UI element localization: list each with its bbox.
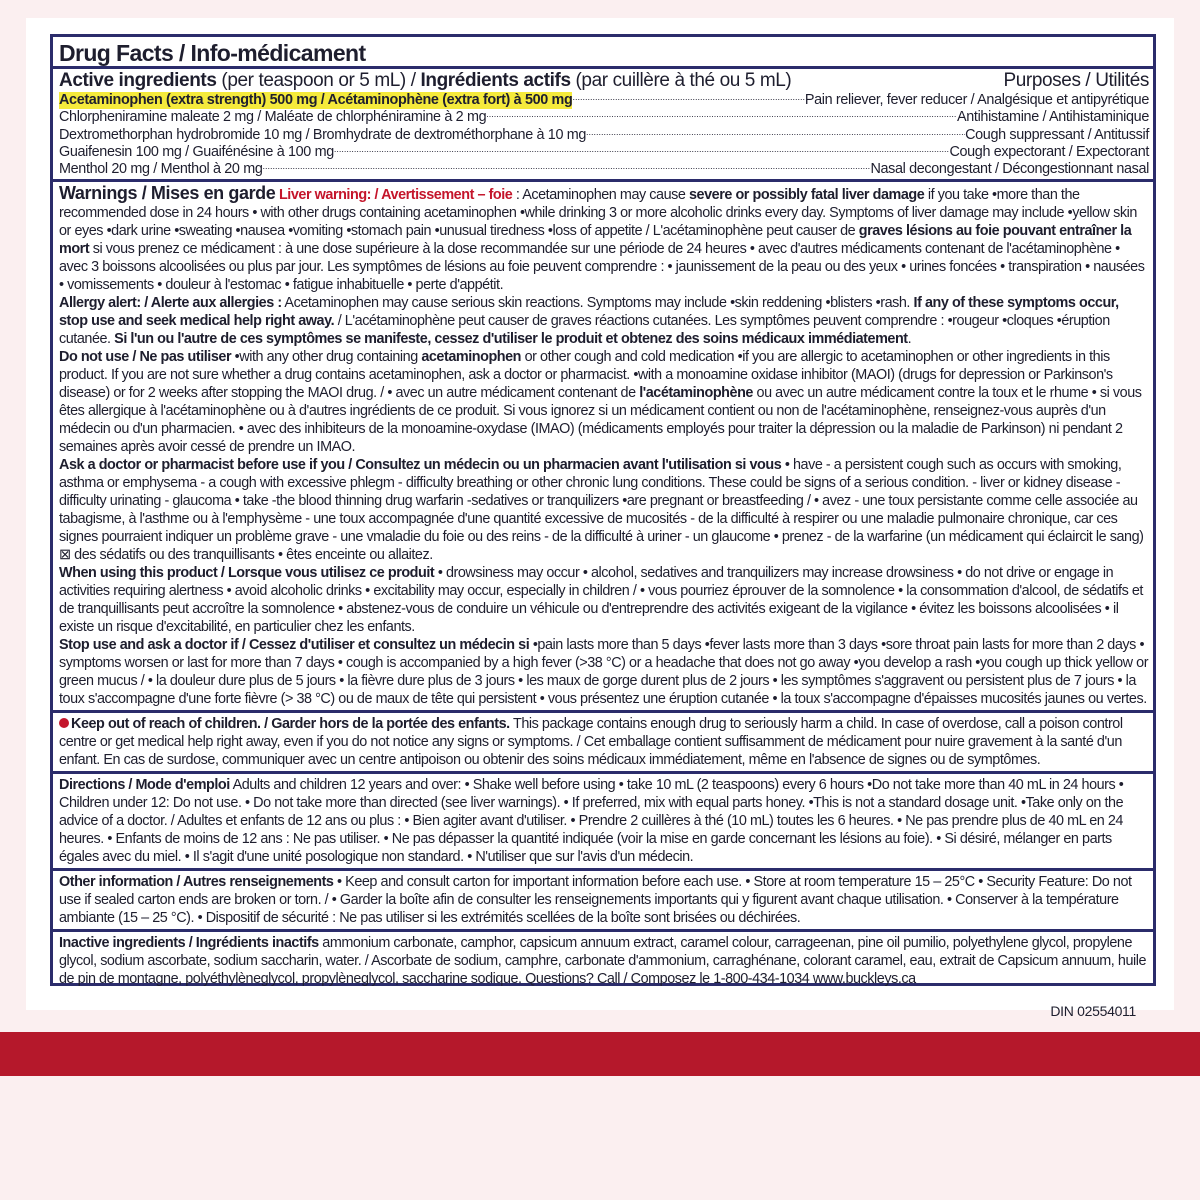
ingredient-purpose: Cough expectorant / Expectorant bbox=[949, 143, 1149, 160]
do-not-use-label: Do not use / Ne pas utiliser bbox=[59, 349, 232, 366]
ingredient-name: Dextromethorphan hydrobromide 10 mg / Bromhydrate de dextrométhorphane à 10 mg bbox=[59, 126, 587, 143]
ingredient-row bbox=[59, 92, 1149, 109]
ingredient-purpose: Antihistamine / Antihistaminique bbox=[957, 109, 1149, 126]
ingredient-name: Acetaminophen (extra strength) 500 mg / Acétaminophène (extra fort) à 500 mg bbox=[59, 92, 573, 108]
allergy-alert: Allergy alert: / Alerte aux allergies : Acetaminophen may cause serious skin reactions. Symptoms may include •skin reddening •blisters •rash. If any of these symptoms occur, stop use and seek medical help right away. / L'acétaminophène peut causer de graves réactions cutanées. Les symptômes peuvent comprendre : •rougeur •cloques •éruption cutanée. Si l'un ou l'autre de ces symptômes se manifeste, cessez d'utiliser le produit et obtenez des soins médicaux immédiatement. bbox=[59, 295, 1119, 348]
liver-warning-label: Liver warning: / Avertissement – foie bbox=[278, 187, 513, 204]
ingredient-row bbox=[59, 161, 1149, 178]
active-ingredients-unit-fr: (par cuillère à thé ou 5 mL) bbox=[570, 70, 792, 91]
ask-a-doctor: Ask a doctor or pharmacist before use if you / Consultez un médecin ou un pharmacien avant l'utilisation si vous • have - a persistent cough such as occurs with smoking, asthma or emphysema - a cough with excessive phlegm - difficulty breathing or other chronic lung conditions. These could be signs of a serious condition. - liver or kidney disease - difficulty urinating - glaucoma • take -the blood thinning drug warfarin -sedatives or tranquilizers •are pregnant or breastfeeding / • avez - une toux persistante comme celle associée au tabagisme, à l'asthme ou à l'emphysème - une toux accompagnée d'une quantité excessive de mucosités - de la difficulté à respirer ou une maladie pulmonaire chronique, car ces signes pourraient indiquer un problème grave - une vmaladie du foie ou des reins - de la difficulté à uriner - un glaucome • prenez - de la warfarine (un médicament qui éclaircit le sang) ⊠ des sédatifs ou des tranquillisants • êtes enceinte ou allaitez. bbox=[59, 457, 1144, 564]
drug-facts-panel bbox=[50, 34, 1156, 986]
drug-facts-title: Drug Facts / Info-médicament bbox=[53, 37, 1153, 69]
other-information-section: Other information / Autres renseignements • Keep and consult carton for important information before each use. • Store at room temperature 15 – 25°C • Security Feature: Do not use if sealed carton ends are broken or torn. / • Garder la boîte afin de consulter les renseignements importants qui y figurent avant chaque utilisation. • Conserver à la température ambiante (15 – 25 °C). • Dispositif de sécurité : Ne pas utiliser si les extrémités scellées de la boîte sont brisées ou déchirées. bbox=[53, 871, 1153, 932]
allergy-alert-label: Allergy alert: / Alerte aux allergies : bbox=[59, 295, 282, 312]
directions-label: Directions / Mode d'emploi bbox=[59, 777, 230, 794]
keep-out-label: Keep out of reach of children. / Garder hors de la portée des enfants. bbox=[71, 716, 510, 733]
liver-warning: Warnings / Mises en garde Liver warning: / Avertissement – foie : Acetaminophen may cause severe or possibly fatal liver damage if you take •more than the recommended dose in 24 hours • with other drugs containing acetaminophen •while drinking 3 or more alcoholic drinks every day. Symptoms of liver damage may include •yellow skin or eyes •dark urine •sweating •nausea •vomiting •stomach pain •unusual tiredness •loss of appetite / L'acétaminophène peut causer de graves lésions au foie pouvant entraîner la mort si vous prenez ce médicament : à une dose supérieure à la dose recommandée sur une période de 24 heures • avec d'autres médicaments contenant de l'acétaminophène • avec 3 boissons alcoolisées ou plus par jour. Les symptômes de lésions au foie peuvent comprendre : • jaunissement de la peau ou des yeux • urines foncées • transpiration • nausées • vomissements • douleur à l'estomac • fatigue inhabituelle • perte d'appétit. bbox=[59, 183, 1145, 294]
ingredient-row bbox=[59, 127, 1149, 144]
when-using-label: When using this product / Lorsque vous utilisez ce produit bbox=[59, 565, 435, 582]
din-number: DIN 02554011 bbox=[1050, 1003, 1136, 1019]
warning-dot-icon bbox=[59, 718, 69, 728]
ingredient-purpose: Cough suppressant / Antitussif bbox=[965, 126, 1149, 143]
ingredient-purpose: Nasal decongestant / Décongestionnant nasal bbox=[870, 161, 1149, 178]
ingredient-row bbox=[59, 144, 1149, 161]
do-not-use: Do not use / Ne pas utiliser •with any other drug containing acetaminophen or other cough and cold medication •if you are allergic to acetaminophen or other ingredients in this product. If you are not sure whether a drug contains acetaminophen, ask a doctor or pharmacist. •with a monoamine oxidase inhibitor (MAOI) (drugs for depression or Parkinson's disease) or for 2 weeks after stopping the MAOI drug. / • avec un autre médicament contenant de l'acétaminophène ou avec un autre médicament contre la toux et le rhume • si vous êtes allergique à l'acétaminophène ou à d'autres ingrédients de ce produit. Si vous ignorez si un médicament contient ou non de l'acétaminophène, renseignez-vous auprès d'un médecin ou d'un pharmacien. • avec des inhibiteurs de la monoamine-oxydase (IMAO) (médicaments employés pour traiter la dépression ou la maladie de Parkinson) ni pendant 2 semaines après avoir cessé de prendre un IMAO. bbox=[59, 349, 1142, 456]
active-ingredients-unit-en: (per teaspoon or 5 mL) / bbox=[216, 70, 421, 91]
stop-use-label: Stop use and ask a doctor if / Cessez d'utiliser et consultez un médecin si bbox=[59, 637, 530, 654]
warnings-section bbox=[53, 182, 1153, 713]
red-stripe bbox=[0, 1032, 1200, 1076]
active-ingredients-section bbox=[53, 69, 1153, 182]
purposes-heading: Purposes / Utilités bbox=[1003, 70, 1149, 91]
ingredient-purpose: Pain reliever, fever reducer / Analgésique et antipyrétique bbox=[804, 92, 1149, 108]
directions-section: Directions / Mode d'emploi Adults and children 12 years and over: • Shake well before using • take 10 mL (2 teaspoons) every 6 hours •Do not take more than 40 mL in 24 hours • Children under 12: Do not use. • Do not take more than directed (see liver warnings). • If preferred, mix with equal parts honey. •This is not a standard dosage unit. •Take only on the advice of a doctor. / Adultes et enfants de 12 ans ou plus : • Bien agiter avant d'utiliser. • Prendre 2 cuillères à thé (10 mL) toutes les 6 heures. • Ne pas prendre plus de 40 mL en 24 heures. • Enfants de moins de 12 ans : Ne pas utiliser. • Ne pas dépasser la quantité indiquée (voir la mise en garde concernant les lésions au foie). • Si désiré, mélanger en parts égales avec du miel. • Il s'agit d'une unité posologique non standard. • N'utiliser que sur l'avis d'un médecin. bbox=[53, 774, 1153, 871]
ask-a-doctor-label: Ask a doctor or pharmacist before use if you / Consultez un médecin ou un pharmacien avant l'utilisation si vous bbox=[59, 457, 782, 474]
when-using: When using this product / Lorsque vous utilisez ce produit • drowsiness may occur • alcohol, sedatives and tranquilizers may increase drowsiness • do not drive or engage in activities requiring alertness • avoid alcoholic drinks • excitability may occur, especially in children / • vous pourriez éprouver de la somnolence • la consommation d'alcool, de sédatifs et de tranquillisants peut accroître la somnolence • abstenez-vous de conduire un véhicule ou d'entreprendre des activités exigeant de la vigilance • évitez les boissons alcoolisées • il existe un risque d'excitabilité, en particulier chez les enfants. bbox=[59, 565, 1143, 636]
active-ingredients-header bbox=[59, 70, 1149, 92]
active-ingredients-heading-fr: Ingrédients actifs bbox=[420, 70, 571, 91]
ingredient-name: Guaifenesin 100 mg / Guaifénésine à 100 mg bbox=[59, 143, 334, 160]
inactive-ingredients-section: Inactive ingredients / Ingrédients inactifs ammonium carbonate, camphor, capsicum annuum extract, caramel colour, carrageenan, pine oil pumilio, polyethylene glycol, propylene glycol, sodium ascorbate, sodium saccharin, water. / Ascorbate de sodium, camphre, carbonate d'ammonium, carraghénane, colorant caramel, eau, extrait de Capsicum annuum, huile de pin de montagne, polyéthylèneglycol, propylèneglycol, saccharine sodique. Questions? Call / Composez le 1-800-434-1034 www.buckleys.ca bbox=[59, 935, 1147, 988]
ingredient-row bbox=[59, 109, 1149, 126]
stop-use: Stop use and ask a doctor if / Cessez d'utiliser et consultez un médecin si •pain lasts more than 5 days •fever lasts more than 3 days •sore throat pain lasts for more than 2 days • symptoms worsen or last for more than 7 days • cough is accompanied by a high fever (>38 °C) or a headache that does not go away •you develop a rash •you cough up thick yellow or green mucus / • la douleur dure plus de 5 jours • la fièvre dure plus de 3 jours • les maux de gorge durent plus de 2 jours • les symptômes s'aggravent ou persistent plus de 7 jours • la toux s'accompagne d'une forte fièvre (> 38 °C) ou de maux de tête qui persistent • vous présentez une éruption cutanée • la toux s'accompagne d'épaisses mucosités jaunes ou vertes. bbox=[59, 637, 1149, 708]
drug-facts-card bbox=[26, 18, 1174, 1019]
other-information-label: Other information / Autres renseignements bbox=[59, 874, 334, 891]
active-ingredients-heading-en: Active ingredients bbox=[59, 70, 217, 91]
warnings-heading: Warnings / Mises en garde bbox=[59, 183, 276, 204]
ingredient-name: Menthol 20 mg / Menthol à 20 mg bbox=[59, 161, 263, 178]
ingredient-name: Chlorpheniramine maleate 2 mg / Maléate de chlorphéniramine à 2 mg bbox=[59, 109, 487, 126]
keep-out-of-reach-section: Keep out of reach of children. / Garder hors de la portée des enfants. This package contains enough drug to seriously harm a child. In case of overdose, call a poison control centre or get medical help right away, even if you do not notice any signs or symptoms. / Cet emballage contient suffisamment de médicament pour nuire gravement à la santé d'un enfant. En cas de surdose, communiquer avec un centre antipoison ou obtenir des soins médicaux immédiatement, même en l'absence de signes ou de symptômes. bbox=[53, 713, 1153, 774]
inactive-ingredients-label: Inactive ingredients / Ingrédients inactifs bbox=[59, 935, 319, 952]
